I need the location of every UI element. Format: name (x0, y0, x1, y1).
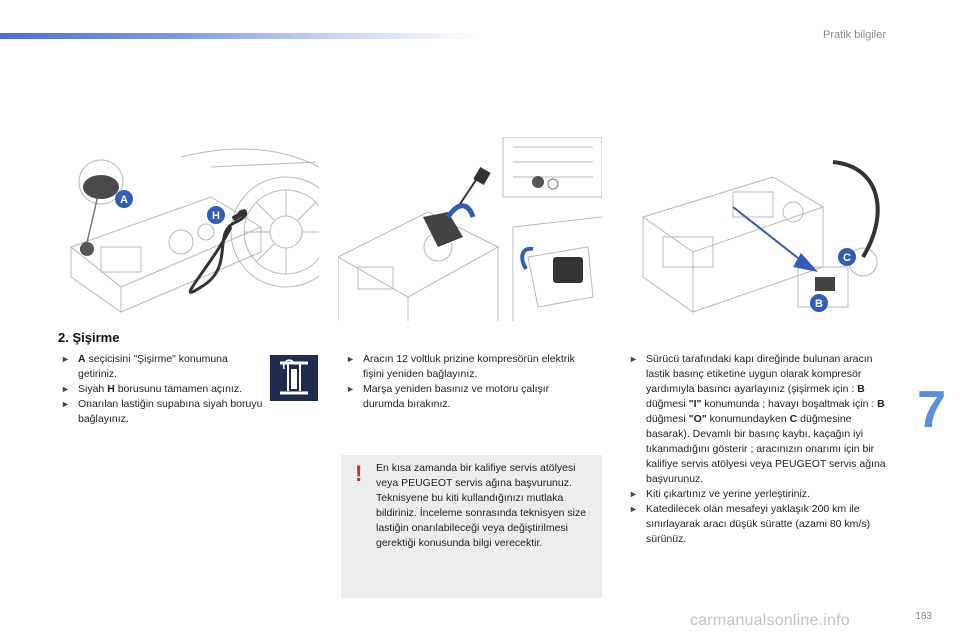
instructions-column-3 (626, 352, 888, 547)
arrow-marker-icon: ► (629, 354, 638, 364)
hose-connection-drawing (61, 137, 319, 321)
illustration-compressor-buttons (623, 137, 887, 321)
arrow-marker-icon: ► (61, 354, 70, 364)
illustration-hose-connection (61, 137, 319, 321)
list-item: ► Aracın 12 voltluk prizine kompresörün elektrik fişini yeniden bağlayınız. (346, 353, 575, 380)
arrow-marker-icon: ► (346, 354, 355, 364)
list-item: ► Onarılan lastiğin supabına siyah boruyu bağlayınız. (61, 398, 263, 425)
label-h: H (212, 210, 220, 222)
list-item: ► Sürücü tarafındaki kapı direğinde bulunan aracın lastik basınç etiketine uygun olarak kompresör yardımıyla basıncı ayarlayınız (şişirmek için : B düğmesi "I" konumunda ; havayı boşaltmak için : B düğmesi "O" konumundayken C düğmesine basarak). Devamlı bir basınç kaybı, kaçağın iyi tıkanmadığını gösterir ; aracınızın onarımı için bir kalifiye servis atölyesi veya PEUGEOT servis ağına başvurunuz. (629, 353, 886, 485)
compressor-buttons-drawing (623, 137, 887, 321)
header-accent-bar (0, 33, 480, 39)
instructions-column-1 (58, 352, 263, 427)
page-number: 183 (915, 611, 932, 622)
arrow-marker-icon: ► (629, 489, 638, 499)
instructions-column-2 (343, 352, 593, 412)
list-item: ► Marşa yeniden basınız ve motoru çalışır durumda bırakınız. (346, 383, 550, 410)
list-item: ► A seçicisini "Şişirme" konumuna getiriniz. (61, 353, 228, 380)
arrow-marker-icon: ► (346, 384, 355, 394)
label-b: B (815, 298, 823, 310)
chapter-number: 7 (917, 381, 946, 439)
arrow-marker-icon: ► (61, 399, 70, 409)
arrow-marker-icon: ► (61, 384, 70, 394)
tire-pump-icon (270, 355, 318, 401)
list-item: ► Katedilecek olan mesafeyi yaklaşık 200 km ile sınırlayarak aracı düşük süratte (azami 80 km/s) sürünüz. (629, 503, 871, 545)
warning-box (341, 455, 602, 598)
exclamation-icon: ! (355, 461, 363, 486)
label-a: A (120, 194, 128, 206)
power-socket-drawing (338, 137, 602, 321)
illustration-power-socket (338, 137, 602, 321)
watermark: carmanualsonline.info (690, 612, 850, 629)
section-title: 2. Şişirme (58, 330, 120, 345)
warning-text: En kısa zamanda bir kalifiye servis atölyesi veya PEUGEOT servis ağına başvurunuz. Teknisyene bu kiti kullandığınızı mutlaka bildiriniz. İnceleme sonrasında teknisyen size lastiğin onarılabileceği veya değiştirilmesi gerektiği konusunda bilgi verecektir. (376, 462, 587, 549)
list-item: ► Siyah H borusunu tamamen açınız. (61, 383, 243, 395)
section-header: Pratik bilgiler (823, 29, 886, 41)
arrow-marker-icon: ► (629, 504, 638, 514)
label-c: C (843, 252, 851, 264)
list-item: ► Kiti çıkartınız ve yerine yerleştiriniz. (629, 488, 810, 500)
